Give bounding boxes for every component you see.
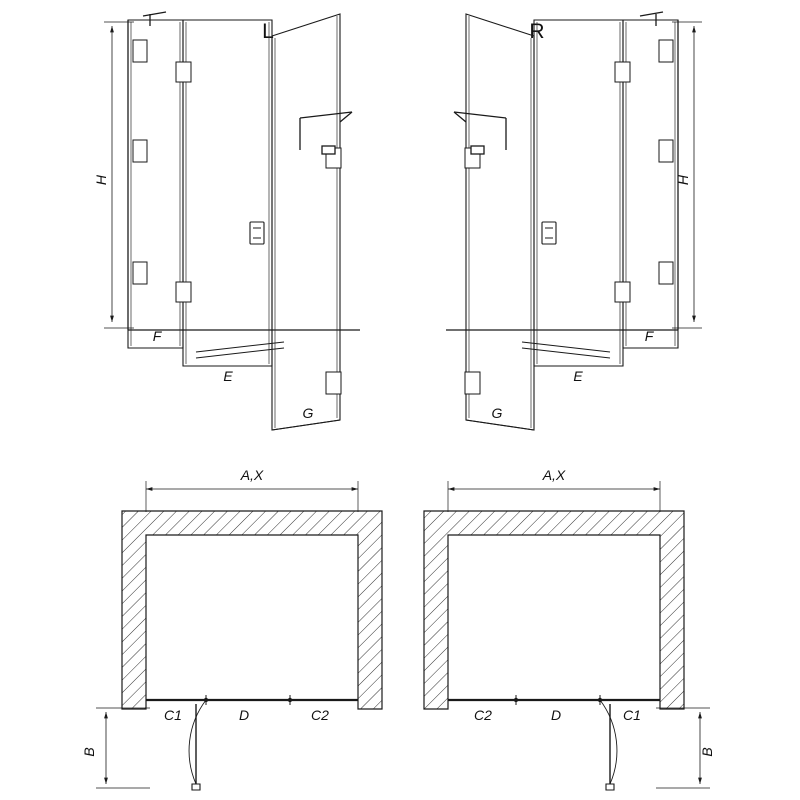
plan-right-door-swing — [600, 700, 617, 790]
plan-right-width-label: A,X — [542, 467, 566, 483]
elevation-left-title: L — [262, 20, 274, 43]
plan-left-width-label: A,X — [240, 467, 264, 483]
elevation-right-label-g: G — [491, 405, 503, 421]
elevation-right-label-e: E — [573, 368, 583, 384]
elevation-left-threshold — [196, 342, 284, 358]
elevation-left-glass-panels — [128, 14, 340, 430]
plan-right-walls — [424, 511, 684, 709]
plan-left-view — [81, 467, 382, 790]
elevation-right-hinges — [659, 40, 673, 284]
plan-right-label-c1: C1 — [623, 707, 641, 723]
elevation-left-view — [93, 12, 360, 430]
plan-left-door-swing — [189, 700, 206, 790]
plan-right-label-c2: C2 — [474, 707, 492, 723]
plan-left-label-d: D — [238, 707, 250, 723]
plan-right-width-dimension — [448, 481, 660, 512]
plan-left-depth-label: B — [81, 747, 97, 757]
elevation-right-threshold — [522, 342, 610, 358]
plan-right-label-d: D — [550, 707, 562, 723]
plan-right-depth-label: B — [699, 747, 715, 757]
plan-right-view — [424, 467, 715, 790]
elevation-left-label-e: E — [223, 368, 233, 384]
plan-left-width-dimension — [146, 481, 358, 512]
plan-left-walls — [122, 511, 382, 709]
elevation-left-label-f: F — [152, 328, 162, 344]
elevation-right-glass-panels — [466, 14, 678, 430]
plan-left-enclosure — [146, 535, 358, 700]
elevation-right-stabilizer-bar — [454, 12, 663, 154]
elevation-left-label-g: G — [302, 405, 314, 421]
plan-right-enclosure — [448, 535, 660, 700]
elevation-right-title: R — [529, 20, 545, 43]
elevation-right-handle — [542, 222, 556, 244]
elevation-left-hinges — [133, 40, 147, 284]
elevation-right-view — [446, 12, 702, 430]
elevation-left-stabilizer-bar — [143, 12, 352, 154]
plan-left-label-c2: C2 — [311, 707, 329, 723]
plan-left-depth-dimension — [96, 708, 150, 788]
elevation-right-panel-hinges — [465, 148, 480, 394]
elevation-right-label-f: F — [644, 328, 654, 344]
plan-left-label-c1: C1 — [164, 707, 182, 723]
elevation-right-frame — [446, 20, 678, 330]
elevation-left-height-label: H — [93, 174, 109, 186]
elevation-right-height-label: H — [675, 174, 691, 186]
elevation-left-panel-hinges — [326, 148, 341, 394]
elevation-left-handle — [250, 222, 264, 244]
elevation-left-frame — [128, 20, 360, 330]
